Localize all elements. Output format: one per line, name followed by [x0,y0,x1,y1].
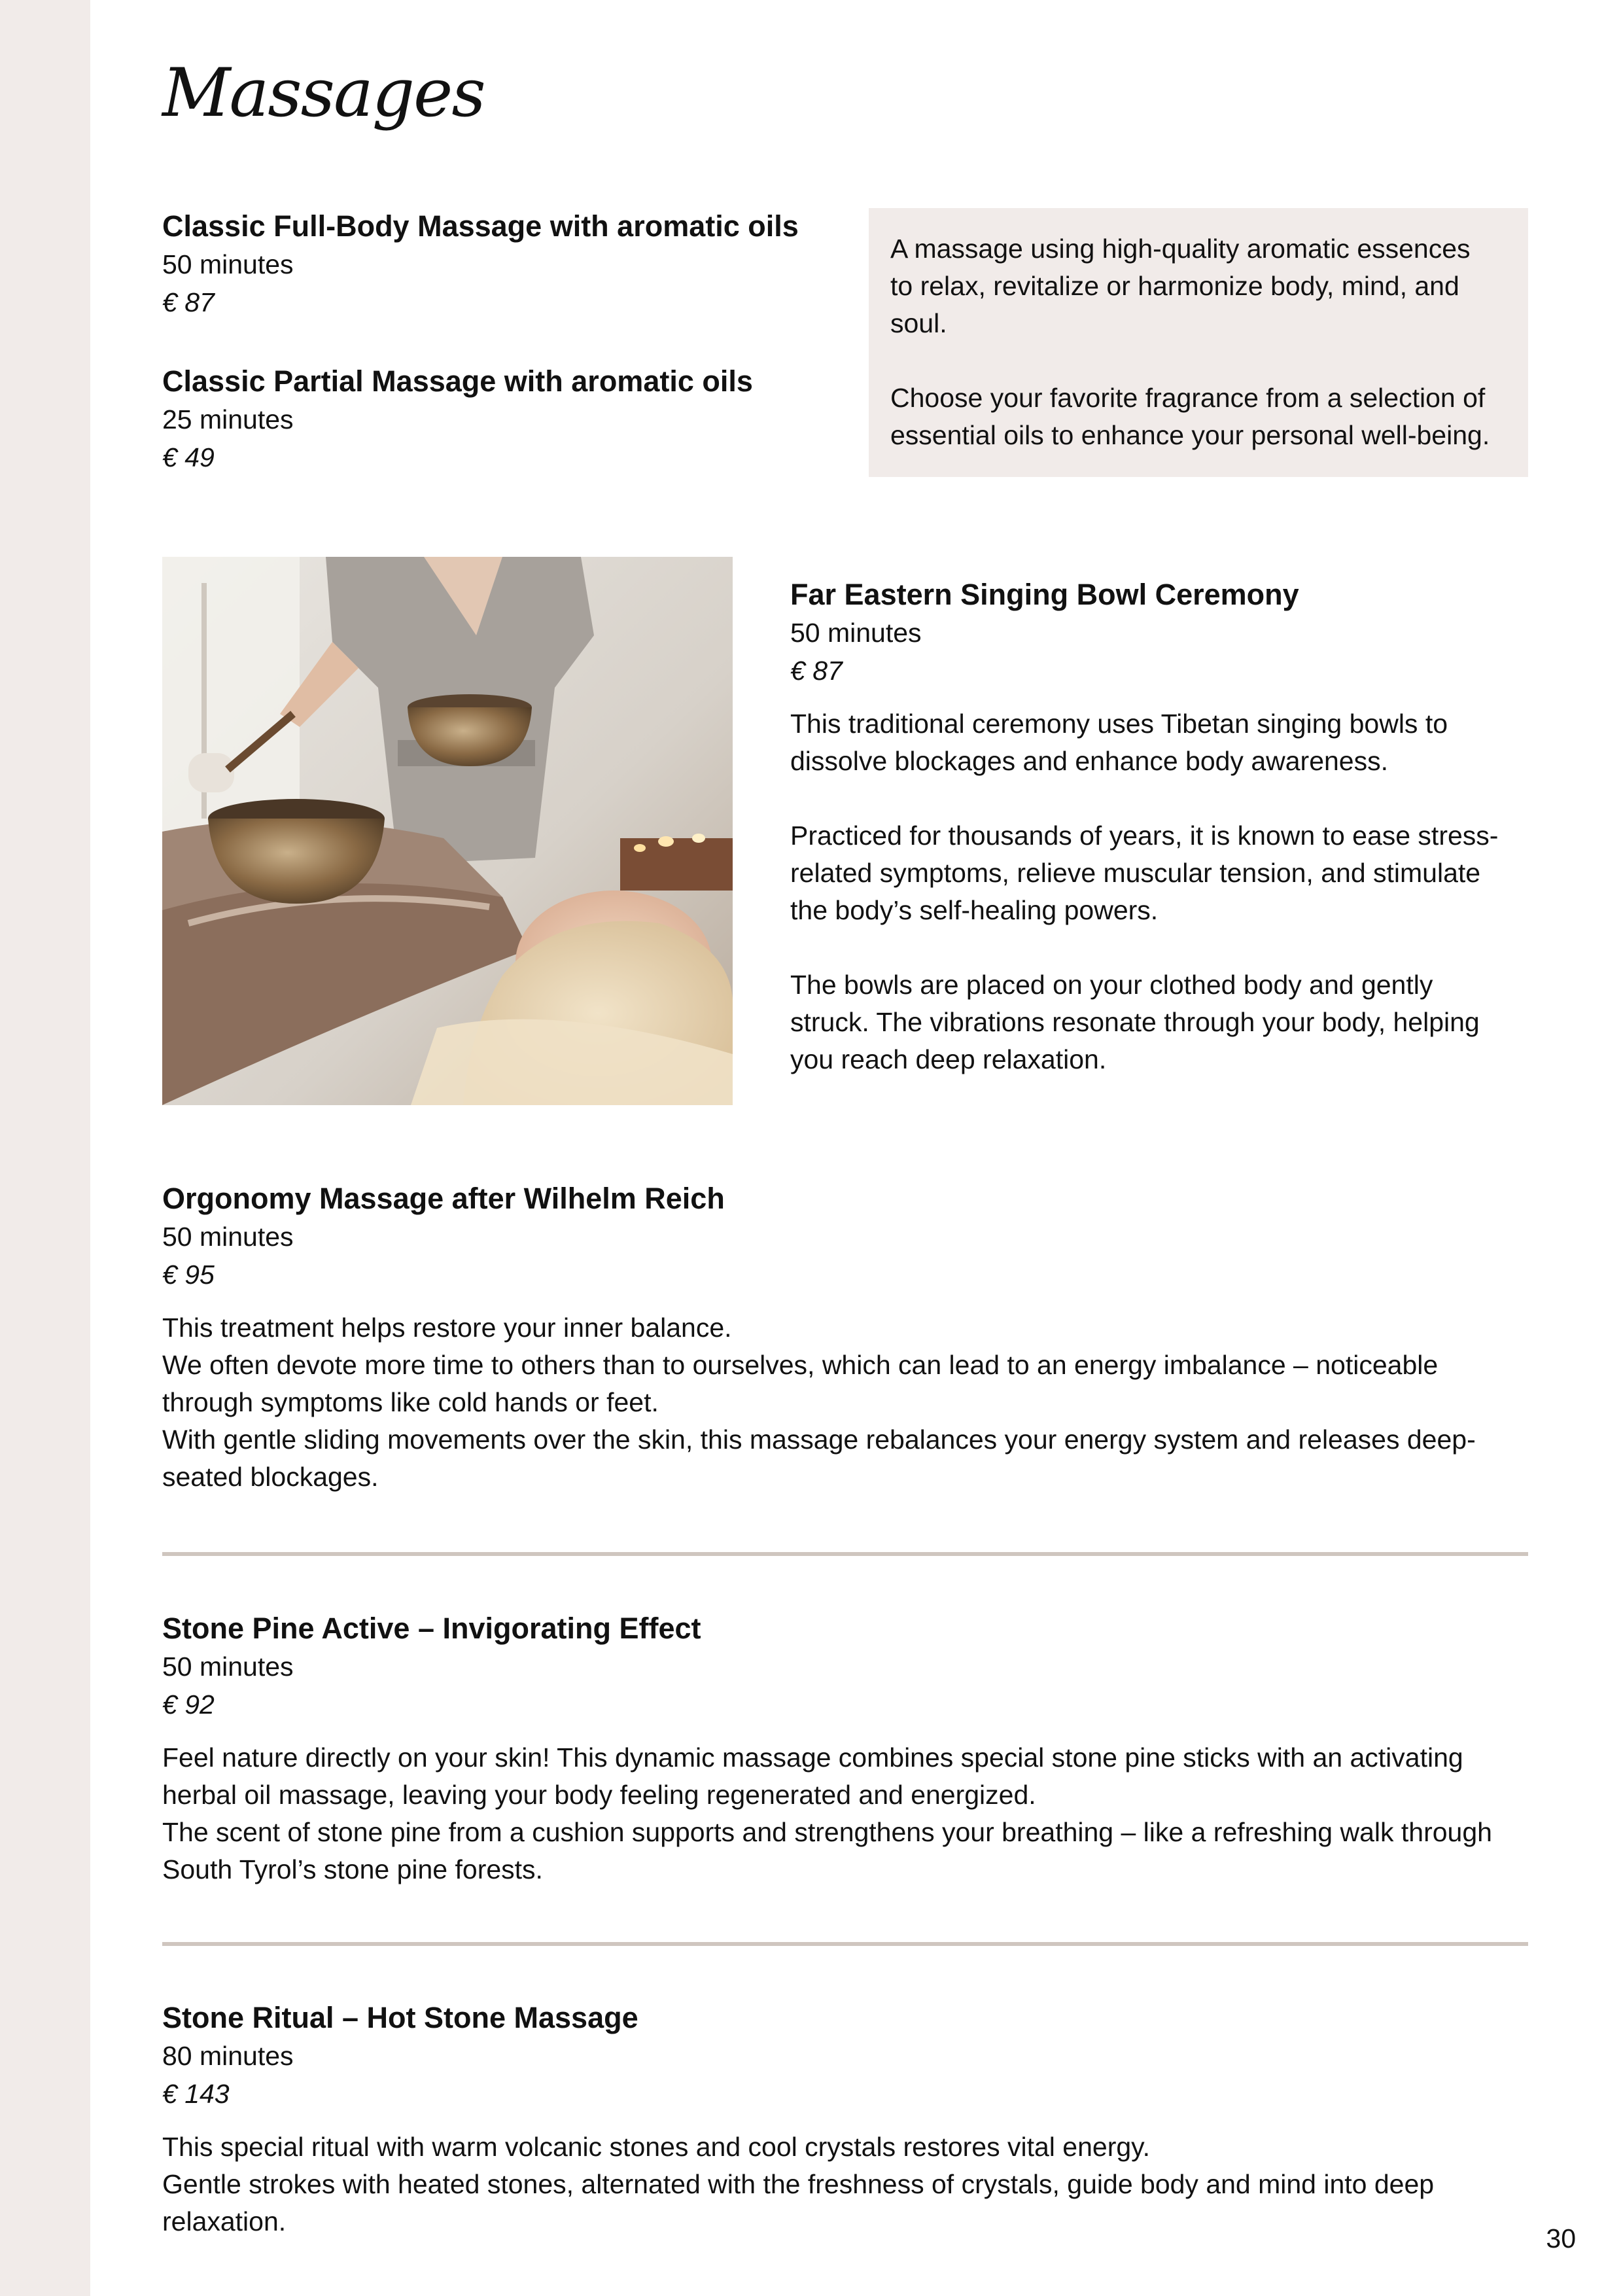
singing-bowl-item [790,576,1528,1078]
treatment-price: € 87 [162,287,215,317]
treatment-duration: 50 minutes [162,249,294,279]
description-line: Feel nature directly on your skin! This dynamic massage combines special stone pine sticks with an activating [162,1742,1463,1773]
stone-pine-item [162,1610,1529,1888]
page-title: Massages [162,54,485,132]
description-line: seated blockages. [162,1462,379,1492]
treatment-price: € 87 [790,656,843,686]
treatment-duration: 50 minutes [162,1222,294,1252]
description-line: you reach deep relaxation. [790,1044,1107,1074]
description-line: This special ritual with warm volcanic stones and cool crystals restores vital energy. [162,2132,1150,2162]
singing-bowl-photo [162,557,733,1105]
treatment-duration: 50 minutes [162,1651,294,1682]
treatment-name: Classic Partial Massage with aromatic oils [162,364,753,398]
treatment-price: € 92 [162,1689,215,1720]
info-line: essential oils to enhance your personal well-being. [890,420,1490,450]
treatment-name: Far Eastern Singing Bowl Ceremony [790,578,1299,611]
info-line: Choose your favorite fragrance from a selection of [890,383,1486,413]
info-line: soul. [890,308,947,338]
description-line: Gentle strokes with heated stones, alternated with the freshness of crystals, guide body and mind into deep [162,2169,1435,2199]
info-line: A massage using high-quality aromatic essences [890,234,1471,264]
description-line: This traditional ceremony uses Tibetan singing bowls to [790,709,1448,739]
treatment-duration: 80 minutes [162,2041,294,2071]
description-line: related symptoms, relieve muscular tension, and stimulate [790,858,1481,888]
treatment-name: Stone Ritual – Hot Stone Massage [162,2001,638,2034]
description-line: dissolve blockages and enhance body awareness. [790,746,1388,776]
description-line: We often devote more time to others than to ourselves, which can lead to an energy imbalance – noticeable [162,1350,1439,1380]
treatment-duration: 50 minutes [790,618,922,648]
treatment-duration: 25 minutes [162,404,294,434]
left-margin-band [0,0,90,2296]
description-line: Practiced for thousands of years, it is known to ease stress- [790,821,1499,851]
description-line: the body’s self-healing powers. [790,895,1159,925]
description-line: struck. The vibrations resonate through your body, helping [790,1007,1480,1037]
stone-ritual-item [162,1999,1529,2240]
description-line: South Tyrol’s stone pine forests. [162,1854,543,1884]
treatment-price: € 95 [162,1260,215,1290]
info-line: to relax, revitalize or harmonize body, mind, and [890,271,1459,301]
description-line: relaxation. [162,2206,287,2236]
description-line: herbal oil massage, leaving your body feeling regenerated and energized. [162,1780,1036,1810]
treatment-name: Orgonomy Massage after Wilhelm Reich [162,1182,725,1215]
section-divider [162,1552,1528,1556]
treatment-price: € 49 [162,442,215,472]
description-line: The bowls are placed on your clothed body and gently [790,970,1433,1000]
page-number: 30 [1546,2223,1576,2253]
classic-partial-item [162,362,753,476]
treatment-price: € 143 [162,2079,230,2109]
section-divider [162,1942,1528,1946]
description-line: through symptoms like cold hands or feet. [162,1387,659,1417]
treatment-name: Classic Full-Body Massage with aromatic oils [162,209,799,243]
aromatic-oils-info-box [869,208,1528,477]
description-line: The scent of stone pine from a cushion supports and strengthens your breathing – like a refreshing walk through [162,1817,1492,1847]
description-line: This treatment helps restore your inner balance. [162,1313,732,1343]
description-line: With gentle sliding movements over the skin, this massage rebalances your energy system and releases deep- [162,1424,1476,1455]
classic-full-body-item [162,207,799,321]
orgonomy-item [162,1180,1529,1496]
treatment-name: Stone Pine Active – Invigorating Effect [162,1612,701,1645]
